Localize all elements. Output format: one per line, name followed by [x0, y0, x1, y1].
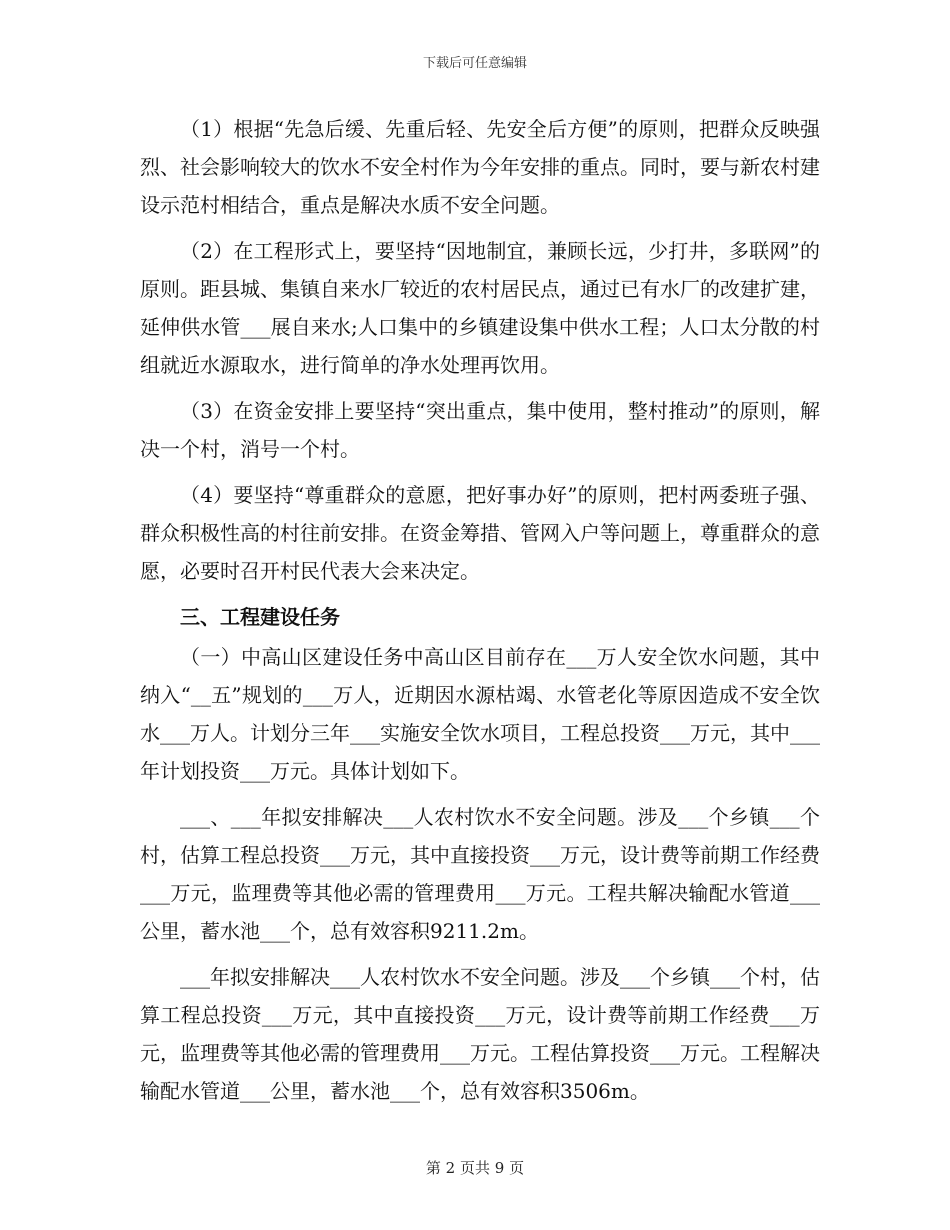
document-body: [140, 110, 820, 1118]
paragraph: （2）在工程形式上，要坚持“因地制宜，兼顾长远，少打井，多联网”的原则。距县城、集镇自来水厂较近的农村居民点，通过已有水厂的改建扩建，延伸供水管___展自来水;人口集中的乡镇建设集中供水工程；人口太分散的村组就近水源取水，进行简单的净水处理再饮用。: [140, 239, 820, 377]
paragraph: （一）中高山区建设任务中高山区目前存在___万人安全饮水问题，其中纳入“__五”规划的___万人，近期因水源枯竭、水管老化等原因造成不安全饮水___万人。计划分三年___实施安全饮水项目，工程总投资___万元，其中___年计划投资___万元。具体计划如下。: [140, 645, 820, 783]
paragraph: （4）要坚持“尊重群众的意愿，把好事办好”的原则，把村两委班子强、群众积极性高的村往前安排。在资金筹措、管网入户等问题上，尊重群众的意愿，必要时召开村民代表大会来决定。: [140, 483, 820, 583]
paragraph: ___年拟安排解决___人农村饮水不安全问题。涉及___个乡镇___个村，估算工程总投资___万元，其中直接投资___万元，设计费等前期工作经费___万元，监理费等其他必需的管理费用___万元。工程估算投资___万元。工程解决输配水管道___公里，蓄水池___个，总有效容积3506m。: [140, 965, 820, 1103]
section-heading: 三、工程建设任务: [180, 605, 340, 629]
paragraph: ___、___年拟安排解决___人农村饮水不安全问题。涉及___个乡镇___个村，估算工程总投资___万元，其中直接投资___万元，设计费等前期工作经费___万元，监理费等其他必需的管理费用___万元。工程共解决输配水管道___公里，蓄水池___个，总有效容积9211.2m。: [140, 805, 820, 943]
paragraph: （1）根据“先急后缓、先重后轻、先安全后方便”的原则，把群众反映强烈、社会影响较大的饮水不安全村作为今年安排的重点。同时，要与新农村建设示范村相结合，重点是解决水质不安全问题。: [140, 117, 820, 217]
paragraph: （3）在资金安排上要坚持“突出重点，集中使用，整村推动”的原则，解决一个村，消号一个村。: [140, 399, 820, 461]
page-footer: 第 2 页共 9 页: [425, 1159, 525, 1177]
page-header: 下载后可任意编辑: [422, 56, 527, 71]
